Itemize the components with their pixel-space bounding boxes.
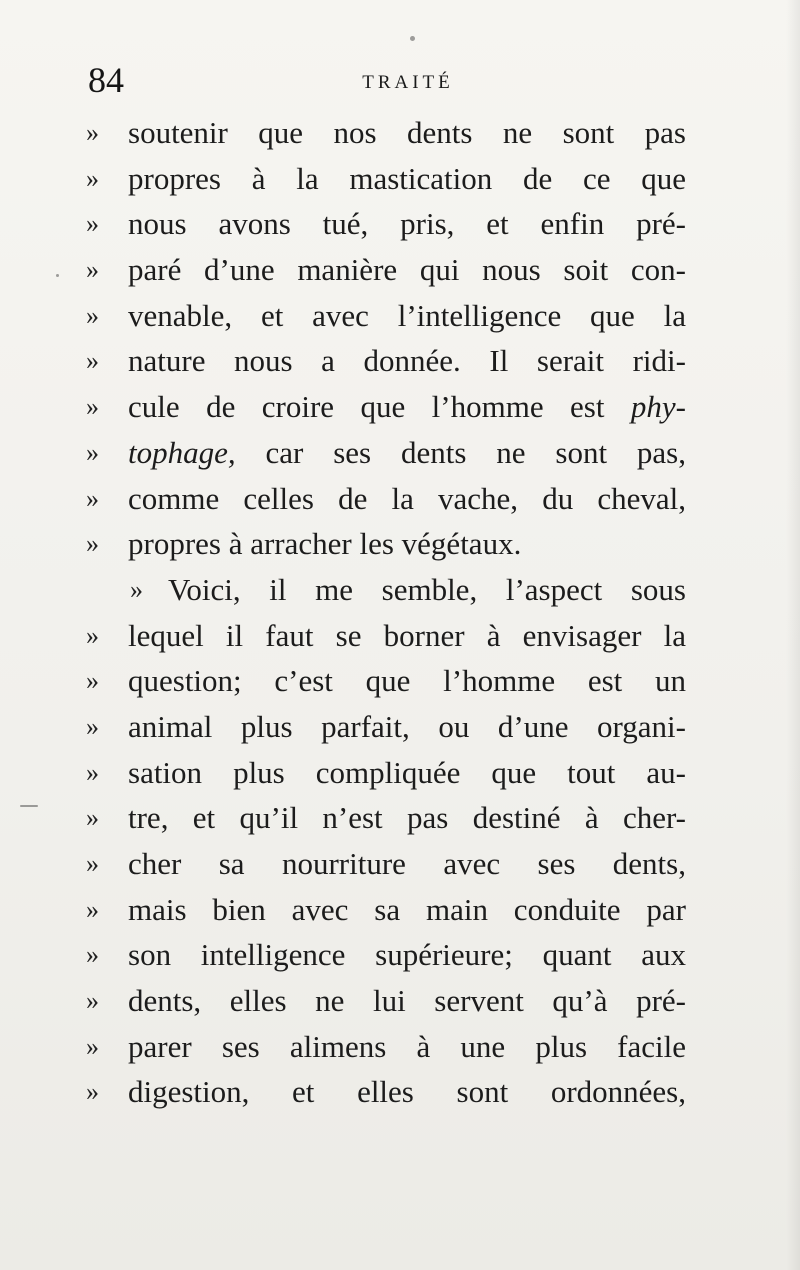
body-text — [86, 110, 686, 1115]
quote-mark: » — [86, 986, 99, 1016]
quote-mark: » — [86, 1031, 99, 1061]
text-line — [86, 1024, 686, 1070]
text-line — [86, 156, 686, 202]
text-line — [86, 1069, 686, 1115]
line-text: sation plus compliquée que tout au- — [128, 754, 686, 790]
quote-mark: » — [86, 483, 99, 513]
line-text: animal plus parfait, ou d’une organi- — [128, 708, 686, 744]
line-text: tre, et qu’il n’est pas destiné à cher- — [128, 800, 686, 836]
quote-mark: » — [86, 437, 99, 467]
text-line — [86, 384, 686, 430]
quote-mark: » — [86, 392, 99, 422]
text-line — [86, 201, 686, 247]
quote-mark: » — [86, 255, 99, 285]
quote-mark: » — [86, 300, 99, 330]
quote-mark: » — [86, 529, 99, 559]
quote-mark: » — [86, 118, 99, 147]
text-line — [86, 978, 686, 1024]
text-line — [86, 887, 686, 933]
line-text: Voici, il me semble, l’aspect sous — [168, 571, 686, 607]
line-text: dents, elles ne lui servent qu’à pré- — [128, 983, 686, 1019]
text-line — [86, 521, 686, 567]
text-line — [86, 476, 686, 522]
running-title: TRAITÉ — [362, 72, 454, 93]
line-text: mais bien avec sa main conduite par — [128, 891, 686, 927]
line-text: comme celles de la vache, du cheval, — [128, 480, 686, 516]
quote-mark: » — [86, 163, 99, 193]
line-text: parer ses alimens à une plus facile — [128, 1028, 686, 1064]
text-line — [86, 430, 686, 476]
line-text: paré d’une manière qui nous soit con- — [128, 252, 686, 288]
text-line — [86, 110, 686, 156]
quote-mark: » — [86, 803, 99, 833]
line-text: question; c’est que l’homme est un — [128, 663, 686, 699]
page-number: 84 — [88, 60, 124, 100]
text-line — [86, 795, 686, 841]
line-text — [128, 430, 686, 476]
italic-word: phy- — [630, 389, 686, 425]
paper-speck — [410, 36, 415, 41]
line-text: soutenir que nos dents ne sont pas — [128, 115, 686, 150]
line-text: nature nous a donnée. Il serait ridi- — [128, 343, 686, 379]
line-text-roman: car ses dents ne sont pas, — [265, 434, 686, 470]
line-text: propres à la mastication de ce que — [128, 160, 686, 196]
quote-mark: » — [86, 620, 99, 650]
quote-mark: » — [86, 940, 99, 970]
page-edge-shadow — [786, 0, 800, 1270]
quote-mark: » — [86, 666, 99, 696]
text-line — [86, 338, 686, 384]
line-text-roman: cule de croire que l’homme est — [128, 389, 605, 425]
text-line — [86, 658, 686, 704]
text-line — [86, 932, 686, 978]
text-line — [86, 293, 686, 339]
quote-mark: » — [86, 711, 99, 741]
text-line — [86, 247, 686, 293]
quote-mark: » — [86, 1077, 99, 1107]
page-header — [88, 58, 728, 108]
quote-mark: » — [86, 894, 99, 924]
text-line — [86, 704, 686, 750]
quote-mark: » — [86, 757, 99, 787]
line-text: digestion, et elles sont ordonnées, — [128, 1074, 686, 1110]
text-line — [86, 841, 686, 887]
italic-word: tophage, — [128, 434, 236, 470]
line-text: lequel il faut se borner à envisager la — [128, 617, 686, 653]
text-line — [86, 750, 686, 796]
paper-speck — [20, 805, 38, 807]
quote-mark: » — [86, 209, 99, 239]
quote-mark: » — [86, 346, 99, 376]
quote-mark: » — [130, 574, 143, 604]
text-line — [86, 567, 686, 613]
line-text: son intelligence supérieure; quant aux — [128, 937, 686, 973]
paper-speck — [56, 274, 59, 277]
text-line — [86, 613, 686, 659]
line-text — [128, 384, 686, 430]
line-text: venable, et avec l’intelligence que la — [128, 297, 686, 333]
line-text: cher sa nourriture avec ses dents, — [128, 846, 686, 881]
line-text: nous avons tué, pris, et enfin pré- — [128, 206, 686, 242]
quote-mark: » — [86, 849, 99, 878]
line-text: propres à arracher les végétaux. — [128, 526, 522, 562]
